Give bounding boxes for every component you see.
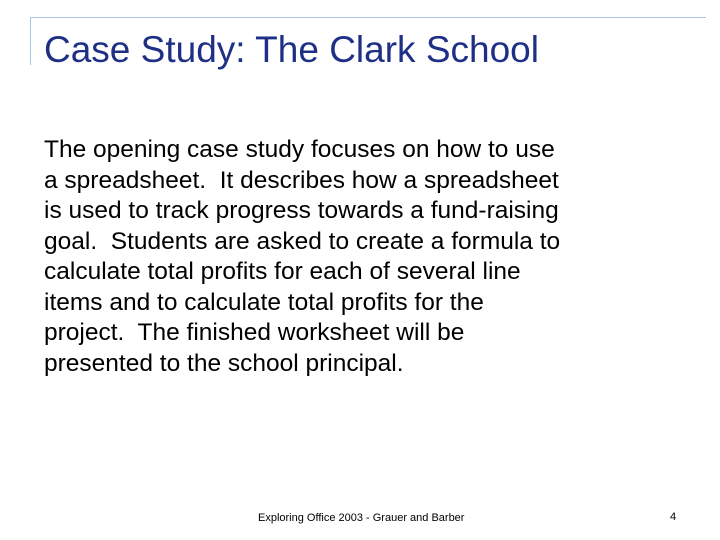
slide-title: Case Study: The Clark School: [44, 29, 539, 70]
body-line: The opening case study focuses on how to use: [44, 136, 555, 163]
title-frame-top-rule: [30, 17, 706, 18]
body-line: calculate total profits for each of several line: [44, 258, 521, 285]
body-line: items and to calculate total profits for the: [44, 288, 484, 316]
title-frame-left-rule: [30, 17, 31, 65]
slide-footer: Exploring Office 2003 - Grauer and Barber: [258, 512, 465, 524]
page-number: 4: [670, 511, 677, 523]
body-line: presented to the school principal.: [44, 349, 404, 377]
slide-body: [44, 135, 694, 379]
body-line: project. The finished worksheet will be: [44, 319, 465, 346]
body-line: goal. Students are asked to create a formula to: [44, 227, 561, 255]
body-line: a spreadsheet. It describes how a spreadsheet: [44, 166, 559, 194]
body-line: is used to track progress towards a fund-raising: [44, 197, 559, 224]
